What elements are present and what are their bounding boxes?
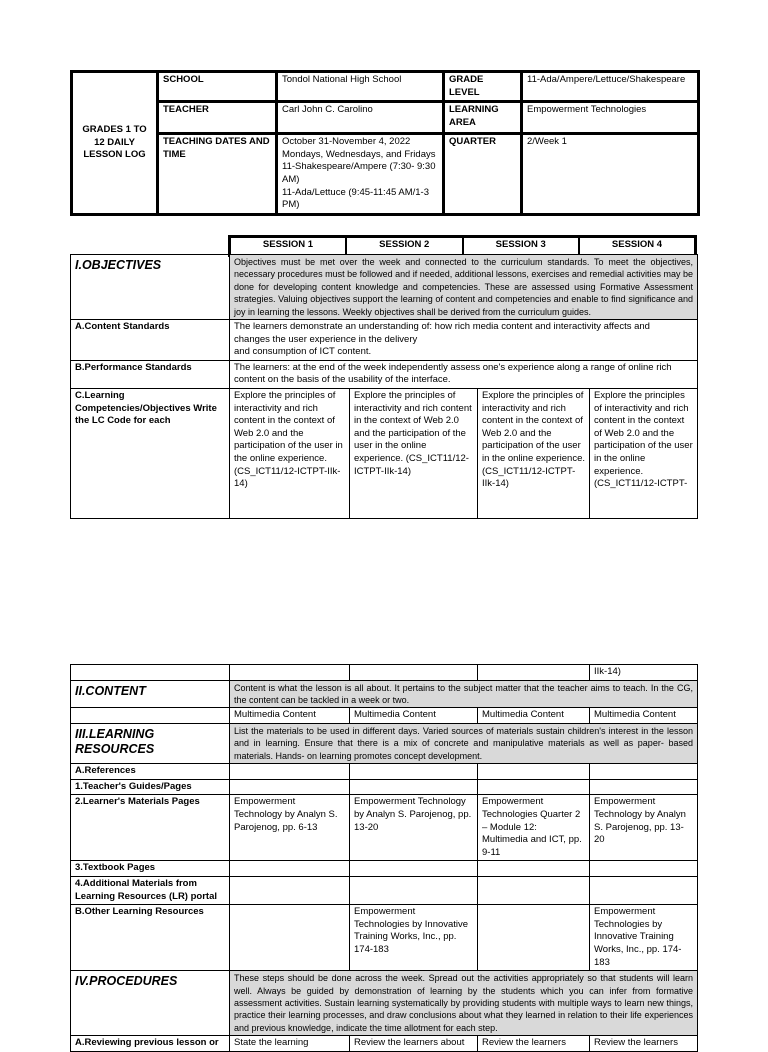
grade-label: GRADE LEVEL xyxy=(444,72,522,102)
learners-material-cell: Empowerment Technologies Quarter 2 – Module 12: Multimedia and ICT, pp. 9-11 xyxy=(478,795,590,861)
teacher-label: TEACHER xyxy=(158,102,277,134)
empty-cell xyxy=(590,764,698,780)
empty-cell xyxy=(350,779,478,795)
session-header: SESSION 1 xyxy=(230,237,347,256)
performance-value: The learners: at the end of the week independently assess one's experience along a range of online rich content on the basis of the usability of the interface. xyxy=(230,360,698,388)
reviewing-cell: Review the learners about xyxy=(350,1036,478,1052)
empty-cell xyxy=(230,861,350,877)
dates-value xyxy=(277,134,444,215)
empty-cell xyxy=(71,708,230,724)
session-header: SESSION 3 xyxy=(463,237,580,256)
other-resource-cell: Empowerment Technologies by Innovative Training Works, Inc., pp. 174-183 xyxy=(350,905,478,971)
session-header: SESSION 2 xyxy=(346,237,463,256)
reviewing-cell: Review the learners xyxy=(590,1036,698,1052)
empty-cell xyxy=(478,665,590,681)
empty-cell xyxy=(71,665,230,681)
empty-cell xyxy=(230,764,350,780)
objectives-table xyxy=(70,254,698,519)
content-description: Content is what the lesson is all about. It pertains to the subject matter that the teacher aims to teach. In the CG, the content can be tackled in a week or two. xyxy=(230,680,698,708)
teachers-guide-label: 1.Teacher's Guides/Pages xyxy=(71,779,230,795)
procedures-description: These steps should be done across the week. Spread out the activities appropriately so that students will learn well. Always be guided by demonstration of learning by the students which you can infer from formative assessment activities. Sustain learning systematically by providing students with multiple ways to learn new things, practice their learning processes, and draw conclusions about what they learned in relation to their life experiences and previous knowledge, indicate the time allotment for each step. xyxy=(230,971,698,1036)
learners-material-cell: Empowerment Technology by Analyn S. Parojenog, pp. 13-20 xyxy=(350,795,478,861)
grade-value: 11-Ada/Ampere/Lettuce/Shakespeare xyxy=(522,72,699,102)
area-label: LEARNING AREA xyxy=(444,102,522,134)
content-standards-label: A.Content Standards xyxy=(71,320,230,361)
session-header: SESSION 4 xyxy=(579,237,696,256)
empty-cell xyxy=(350,665,478,681)
competencies-label: C.Learning Competencies/Objectives Write the LC Code for each xyxy=(71,389,230,519)
dates-label: TEACHING DATES AND TIME xyxy=(158,134,277,215)
header-table xyxy=(70,70,700,216)
empty-cell xyxy=(478,779,590,795)
empty-cell xyxy=(590,877,698,905)
content-session-cell: Multimedia Content xyxy=(230,708,350,724)
empty-cell xyxy=(590,779,698,795)
other-resource-cell xyxy=(230,905,350,971)
school-label: SCHOOL xyxy=(158,72,277,102)
resources-description: List the materials to be used in different days. Varied sources of materials sustain children's interest in the lesson and in learning. Ensure that there is a mix of concrete and manipulative materials as well as paper- based materials. Hands- on learning promotes concept development. xyxy=(230,724,698,764)
empty-cell xyxy=(350,764,478,780)
empty-cell xyxy=(230,779,350,795)
dates-line: 11-Ada/Lettuce (9:45-11:45 AM/1-3 PM) xyxy=(282,186,429,211)
learners-material-cell: Empowerment Technology by Analyn S. Parojenog, pp. 6-13 xyxy=(230,795,350,861)
quarter-value: 2/Week 1 xyxy=(522,134,699,215)
objectives-description: Objectives must be met over the week and connected to the curriculum standards. To meet the objectives, necessary procedures must be followed and if needed, additional lessons, exercises and remedial activities may be done for developing content knowledge and competencies. These are assessed using Formative Assessment strategies. Valuing objectives support the learning of content and competencies and enable to find significance and joy in learning the lessons. Weekly objectives shall be derived from the curriculum guides. xyxy=(230,255,698,320)
competency-cell: Explore the principles of interactivity and rich content in the context of Web 2.0 and the participation of the user in the online experience. (CS_ICT11/12-ICTPT- xyxy=(590,389,698,519)
content-standards-value xyxy=(230,320,698,361)
empty-cell xyxy=(350,877,478,905)
content-session-cell: Multimedia Content xyxy=(590,708,698,724)
log-title: GRADES 1 TO 12 DAILY LESSON LOG xyxy=(72,72,158,215)
other-resources-label: B.Other Learning Resources xyxy=(71,905,230,971)
content-session-cell: Multimedia Content xyxy=(350,708,478,724)
reviewing-cell: State the learning xyxy=(230,1036,350,1052)
competency-cell: Explore the principles of interactivity and rich content in the context of Web 2.0 and the participation of the user in the online experience. (CS_ICT11/12-ICTPT-IIk-14) xyxy=(230,389,350,519)
other-resource-cell xyxy=(478,905,590,971)
empty-cell xyxy=(478,764,590,780)
area-value: Empowerment Technologies xyxy=(522,102,699,134)
objectives-heading: I.OBJECTIVES xyxy=(71,255,230,320)
text-line: changes the user experience in the delivery xyxy=(234,333,418,345)
competency-cell: Explore the principles of interactivity and rich content in the context of Web 2.0 and the participation of the user in the online experience. (CS_ICT11/12-ICTPT-IIk-14) xyxy=(350,389,478,519)
dates-line: October 31-November 4, 2022 xyxy=(282,136,411,148)
additional-materials-label: 4.Additional Materials from Learning Resources (LR) portal xyxy=(71,877,230,905)
other-resource-cell: Empowerment Technologies by Innovative Training Works, Inc., pp. 174-183 xyxy=(590,905,698,971)
empty-cell xyxy=(478,861,590,877)
teacher-value: Carl John C. Carolino xyxy=(277,102,444,134)
learners-material-cell: Empowerment Technology by Analyn S. Parojenog, pp. 13-20 xyxy=(590,795,698,861)
learners-materials-label: 2.Learner's Materials Pages xyxy=(71,795,230,861)
quarter-label: QUARTER xyxy=(444,134,522,215)
resources-heading: III.LEARNING RESOURCES xyxy=(71,724,230,764)
content-heading: II.CONTENT xyxy=(71,680,230,708)
procedures-heading: IV.PROCEDURES xyxy=(71,971,230,1036)
competency-cell: Explore the principles of interactivity and rich content in the context of Web 2.0 and the participation of the user in the online experience. (CS_ICT11/12-ICTPT-IIk-14) xyxy=(478,389,590,519)
empty-cell xyxy=(478,877,590,905)
text-line: The learners demonstrate an understanding of: how rich media content and interactivity affects and xyxy=(234,321,650,333)
dates-line: 11-Shakespeare/Ampere (7:30- 9:30 AM) xyxy=(282,161,436,185)
reviewing-label: A.Reviewing previous lesson or xyxy=(71,1036,230,1052)
performance-label: B.Performance Standards xyxy=(71,360,230,388)
references-label: A.References xyxy=(71,764,230,780)
school-value: Tondol National High School xyxy=(277,72,444,102)
empty-cell xyxy=(350,861,478,877)
textbook-label: 3.Textbook Pages xyxy=(71,861,230,877)
content-session-cell: Multimedia Content xyxy=(478,708,590,724)
reviewing-cell: Review the learners xyxy=(478,1036,590,1052)
text-line: and consumption of ICT content. xyxy=(234,346,372,358)
empty-cell xyxy=(590,861,698,877)
lower-table xyxy=(70,664,698,1052)
dates-line: Mondays, Wednesdays, and Fridays xyxy=(282,148,436,160)
empty-cell xyxy=(230,877,350,905)
empty-cell xyxy=(230,665,350,681)
continuation-cell: IIk-14) xyxy=(590,665,698,681)
